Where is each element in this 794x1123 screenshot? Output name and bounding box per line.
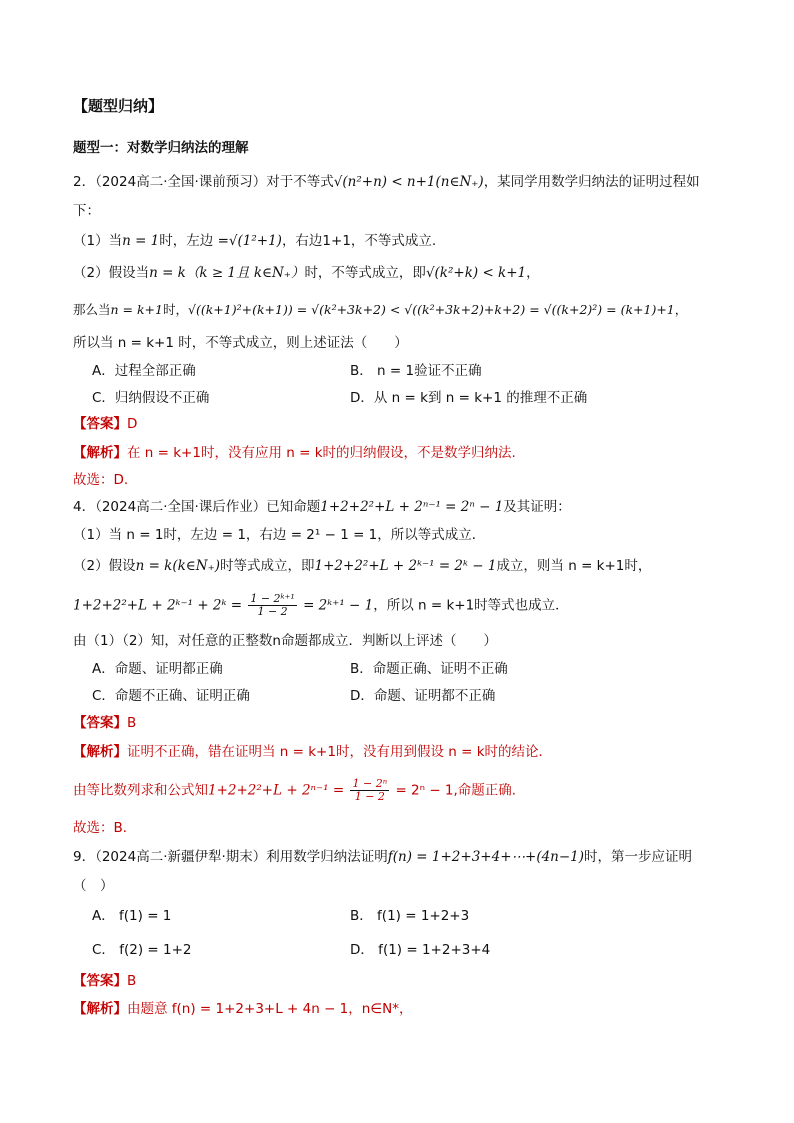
q9-answer <box>73 971 136 991</box>
q2-line3-c: ，右边1+1，不等式成立. <box>281 233 437 249</box>
q4-line3-a: （2）假设 <box>73 558 136 574</box>
q4-analysis2-b: = 2ⁿ − 1,命题正确. <box>395 782 517 799</box>
q9-analysis-label: 【解析】 <box>73 1001 127 1017</box>
q4-line4 <box>73 593 569 618</box>
q4-analysis2 <box>73 778 516 803</box>
q4-line2: （1）当 n = 1时，左边 = 1，右边 = 2¹ − 1 = 1，所以等式成立． <box>73 527 486 543</box>
q2-line5 <box>73 300 687 320</box>
q4-source: 4．（2024高二·全国·课后作业）已知命题 <box>73 499 321 515</box>
q2-line3-b: 时，左边 = <box>159 233 229 249</box>
q2-line4-c: ， <box>526 265 540 281</box>
q2-option-a: A．过程全部正确 <box>92 363 196 379</box>
q4-fraction2-den: 1 − 2 <box>354 790 385 803</box>
q2-line1 <box>73 172 700 192</box>
q4-fraction2-num: 1 − 2ⁿ <box>352 777 388 790</box>
q2-line5-r: √((k+1)²+(k+1)) = √(k²+3k+2) < √((k²+3k+2)+k+2) = √((k+2)²) = (k+1)+1 <box>188 302 675 317</box>
q2-line3 <box>73 231 436 251</box>
q2-option-d: D．从 n = k到 n = k+1 的推理不正确 <box>350 390 588 406</box>
q4-line3 <box>73 556 651 576</box>
q2-line5-a: 那么当 <box>73 302 111 317</box>
q4-analysis2-a: 由等比数列求和公式知 <box>73 782 208 799</box>
q4-line3-m: n = k(k∈N₊) <box>135 558 221 574</box>
q4-fraction2 <box>350 778 389 803</box>
q4-proposition: 1+2+2²+L + 2ⁿ⁻¹ = 2ⁿ − 1 <box>320 499 504 515</box>
q2-line4 <box>73 263 540 283</box>
q9-option-a: A． f(1) = 1 <box>92 908 172 924</box>
q9-option-b: B． f(1) = 1+2+3 <box>350 908 470 924</box>
q2-conclusion: 故选：D. <box>73 472 129 488</box>
q9-analysis <box>73 999 412 1019</box>
q2-answer-value: D <box>127 416 138 432</box>
q9-line1 <box>73 847 692 867</box>
q2-line3-m: n = 1 <box>122 233 160 249</box>
q2-line5-c: ， <box>674 302 688 317</box>
q4-option-d: D．命题、证明都不正确 <box>350 688 496 704</box>
section-title: 【题型归纳】 <box>73 97 164 115</box>
q4-analysis-label: 【解析】 <box>73 744 127 760</box>
q4-line4-a: 1+2+2²+L + 2ᵏ⁻¹ + 2ᵏ = <box>73 597 243 614</box>
q4-line3-c: 成立，则当 n = k+1时， <box>496 558 652 574</box>
q2-source: 2．（2024高二·全国·课前预习）对于不等式 <box>73 174 334 190</box>
q9-answer-value: B <box>127 973 137 989</box>
q4-fraction-den: 1 − 2 <box>257 605 288 618</box>
q4-line1 <box>73 497 571 517</box>
q2-line4-b: 时，不等式成立，即 <box>304 265 426 281</box>
q4-line5: 由（1）（2）知，对任意的正整数n命题都成立．判断以上评述（ ） <box>73 633 497 649</box>
type1-title: 题型一：对数学归纳法的理解 <box>73 140 249 156</box>
q4-analysis2-m: 1+2+2²+L + 2ⁿ⁻¹ = <box>208 782 345 799</box>
q2-analysis-text: 在 n = k+1时，没有应用 n = k时的归纳假设，不是数学归纳法. <box>127 445 516 461</box>
q9-answer-label: 【答案】 <box>73 973 127 989</box>
q9-option-c: C． f(2) = 1+2 <box>92 942 192 958</box>
q4-analysis <box>73 742 552 762</box>
q4-answer <box>73 713 136 733</box>
q9-option-d: D． f(1) = 1+2+3+4 <box>350 942 491 958</box>
q2-line1-tail: ，某同学用数学归纳法的证明过程如 <box>483 174 700 190</box>
q2-answer-label: 【答案】 <box>73 416 127 432</box>
q9-analysis-text: 由题意 f(n) = 1+2+3+L + 4n − 1，n∈N*， <box>127 1001 413 1017</box>
q4-fraction <box>248 593 296 618</box>
q4-option-c: C．命题不正确、证明正确 <box>92 688 250 704</box>
q4-option-b: B．命题正确、证明不正确 <box>350 661 508 677</box>
q2-line4-r: √(k²+k) < k+1 <box>425 265 527 281</box>
q4-analysis-text: 证明不正确，错在证明当 n = k+1时，没有用到假设 n = k时的结论． <box>127 744 553 760</box>
q4-answer-label: 【答案】 <box>73 715 127 731</box>
q4-conclusion: 故选：B． <box>73 820 137 836</box>
q2-line4-m: n = k（k ≥ 1且 k∈N₊） <box>149 265 305 281</box>
q2-option-c: C．归纳假设不正确 <box>92 390 210 406</box>
q9-line2: （ ） <box>73 878 114 894</box>
q4-line1-tail: 及其证明： <box>503 499 571 515</box>
q2-inequality: √(n²+n) < n+1(n∈N₊) <box>333 174 484 190</box>
q4-answer-value: B <box>127 715 137 731</box>
q2-line3-r: √(1²+1) <box>228 233 282 249</box>
q2-line4-a: （2）假设当 <box>73 265 150 281</box>
q2-option-b: B． n = 1验证不正确 <box>350 363 482 379</box>
q4-line4-c: ，所以 n = k+1时等式也成立． <box>373 597 569 614</box>
q2-line3-a: （1）当 <box>73 233 123 249</box>
q2-line5-b: 时， <box>163 302 189 317</box>
q2-line2: 下： <box>73 203 100 219</box>
q4-option-a: A．命题、证明都正确 <box>92 661 223 677</box>
q2-line5-m: n = k+1 <box>110 302 163 317</box>
q2-answer <box>73 414 137 434</box>
q4-line3-b: 时等式成立，即 <box>220 558 315 574</box>
q4-line4-b: = 2ᵏ⁺¹ − 1 <box>303 597 374 614</box>
q2-analysis <box>73 443 516 463</box>
q9-source: 9．（2024高二·新疆伊犁·期末）利用数学归纳法证明 <box>73 849 388 865</box>
q4-line3-m2: 1+2+2²+L + 2ᵏ⁻¹ = 2ᵏ − 1 <box>314 558 497 574</box>
q2-line6: 所以当 n = k+1 时，不等式成立，则上述证法（ ） <box>73 335 408 351</box>
q4-fraction-num: 1 − 2ᵏ⁺¹ <box>250 592 295 605</box>
q9-function: f(n) = 1+2+3+4+⋯+(4n−1) <box>387 849 585 865</box>
q9-line1-tail: 时，第一步应证明 <box>584 849 693 865</box>
q2-analysis-label: 【解析】 <box>73 445 127 461</box>
